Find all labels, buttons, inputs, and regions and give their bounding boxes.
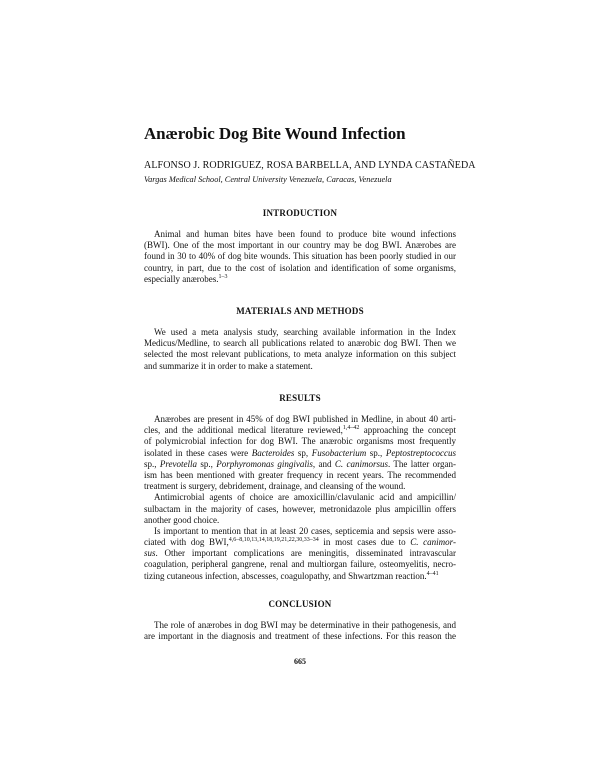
introduction-paragraph [144,229,456,285]
author-affiliation: Vargas Medical School, Central University Venezuela, Caracas, Venezuela [144,175,392,184]
text-line: and summarize it in order to make a statement. [144,360,313,371]
page-number: 665 [294,657,306,666]
text-run: sp, [294,447,312,458]
text-run: isolated in these cases were [144,447,252,458]
citation-ref: 1–3 [218,273,228,280]
organism-name: Porphyromonas gingivalis [216,458,313,469]
text-run: , and [312,458,335,469]
organism-name: Peptostreptococcus [385,447,456,458]
text-line: treatment is surgery, debridement, drainage, and cleansing of the wound. [144,481,406,492]
text-line: Anærobes are present in 45% of dog BWI published in Medline, in about 40 arti- [154,414,456,424]
citation-ref: 4,6–8,10,13,14,18,19,21,22,30,33–34 [228,537,319,544]
text-run: especially anærobes. [144,273,219,284]
text-run: cles, and the additional medical literature reviewed, [144,425,343,436]
text-line: another good choice. [144,514,220,525]
text-run: in most cases due to [318,537,411,548]
organism-name: C. canimor- [410,537,456,548]
text-run: sp., [366,447,386,458]
results-paragraph [144,414,456,582]
heading-conclusion: CONCLUSION [268,599,332,609]
text-line [144,425,456,436]
organism-name: Prevotella [159,458,198,469]
text-line: (BWI). One of the most important in our country may be dog BWI. Anærobes are [144,240,456,251]
text-line [144,459,456,470]
text-line [144,274,456,285]
conclusion-paragraph [144,620,456,642]
text-line: sulbactam in the majority of cases, however, metronidazole plus ampicillin offers [144,503,456,514]
organism-name: sus [144,548,156,559]
text-line: found in 30 to 40% of dog bite wounds. This situation has been poorly studied in our [144,251,456,262]
organism-name: C. canimorsus [334,458,388,469]
text-line [144,571,456,582]
heading-results: RESULTS [279,393,321,403]
text-line [144,548,456,559]
text-line: Antimicrobial agents of choice are amoxicillin/clavulanic acid and ampicillin/ [154,492,456,503]
text-run: sp., [144,458,160,469]
text-run: approaching the concept [359,425,456,436]
text-line: ism has been mentioned with greater frequency in recent years. The recommended [144,469,456,480]
text-line: selected the most relevant publications, to meta analyze information on this subject [144,349,456,360]
text-line: coagulation, peripheral gangrene, renal and multiorgan failure, osteomyelitis, necro- [144,559,456,570]
text-run: sp., [197,458,217,469]
author-list: ALFONSO J. RODRIGUEZ, ROSA BARBELLA, AND LYNDA CASTAÑEDA [144,160,476,171]
text-run: . The latter organ- [387,458,456,469]
text-line: We used a meta analysis study, searching available information in the Index [154,327,456,337]
heading-introduction: INTRODUCTION [262,208,338,218]
organism-name: Bacteroides [251,447,295,458]
article-title: Anærobic Dog Bite Wound Infection [144,124,406,143]
heading-methods: MATERIALS AND METHODS [236,306,364,316]
text-run: ciated with dog BWI, [144,537,229,548]
organism-name: Fusobacterium [311,447,367,458]
text-line: are important in the diagnosis and treatment of these infections. For this reason the [144,631,456,642]
text-line: of polymicrobial infection for dog BWI. The anærobic organisms most frequently [144,436,456,447]
text-line [144,537,456,548]
text-line [144,448,456,459]
text-line: country, in part, due to the cost of isolation and identification of some organisms, [144,262,456,273]
methods-paragraph [144,327,456,372]
citation-ref: 1,4–42 [342,425,360,432]
citation-ref: 4–41 [426,570,439,577]
text-run: . Other important complications are meningitis, disseminated intravascular [155,548,456,559]
text-line: The role of anærobes in dog BWI may be determinative in their pathogenesis, and [154,620,456,630]
text-line: Animal and human bites have been found to produce bite wound infections [154,229,456,239]
text-run: tizing cutaneous infection, abscesses, coagulopathy, and Shwartzman reaction. [144,570,427,581]
text-line: Medicus/Medline, to search all publications related to anærobic dog BWI. Then we [144,338,456,349]
text-line: Is important to mention that in at least 20 cases, septicemia and sepsis were asso- [154,525,456,536]
